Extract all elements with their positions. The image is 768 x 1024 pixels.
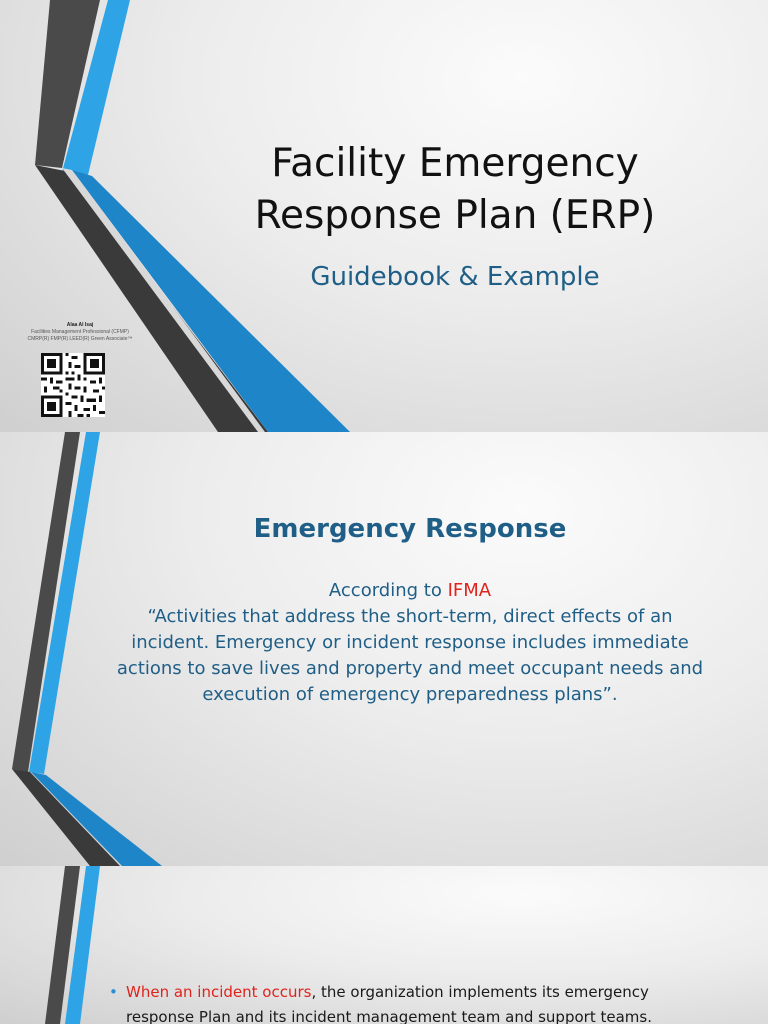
slide-title xyxy=(190,138,720,242)
bullet-list xyxy=(109,980,706,1024)
author-credentials-2: CMRP(R) FMP(R) LEED(R) Green Associate™ xyxy=(27,336,133,342)
bullet-text: , the organization implements its emergency response Plan and its incident management team and support teams. xyxy=(126,983,652,1024)
slide-2 xyxy=(0,432,768,866)
title-line-2: Response Plan (ERP) xyxy=(254,193,656,238)
title-line-1: Facility Emergency xyxy=(271,141,639,186)
bullet-icon: • xyxy=(109,983,118,1001)
bullet-highlight: When an incident occurs xyxy=(126,983,312,1001)
according-prefix: According to xyxy=(328,580,448,601)
slide-subtitle: Guidebook & Example xyxy=(310,262,600,292)
list-item xyxy=(109,980,706,1024)
slide-1 xyxy=(0,0,768,432)
dark-stripe-lower xyxy=(12,769,120,866)
definition-block xyxy=(108,578,712,708)
author-block xyxy=(10,322,150,343)
definition-quote: “Activities that address the short-term, direct effects of an incident. Emergency or incident response includes immediate actions to save lives and property and meet occupant needs and execution of emergency preparedness plans”. xyxy=(116,606,704,705)
slide-3 xyxy=(0,866,768,1024)
source-name: IFMA xyxy=(447,580,492,601)
author-name: Alaa Al Isaj xyxy=(66,322,94,328)
qr-code-icon xyxy=(41,353,105,417)
author-credentials-1: Facilities Management Professional (CFMP) xyxy=(31,329,129,335)
according-line xyxy=(108,578,712,604)
slide-title: Emergency Response xyxy=(253,514,567,544)
